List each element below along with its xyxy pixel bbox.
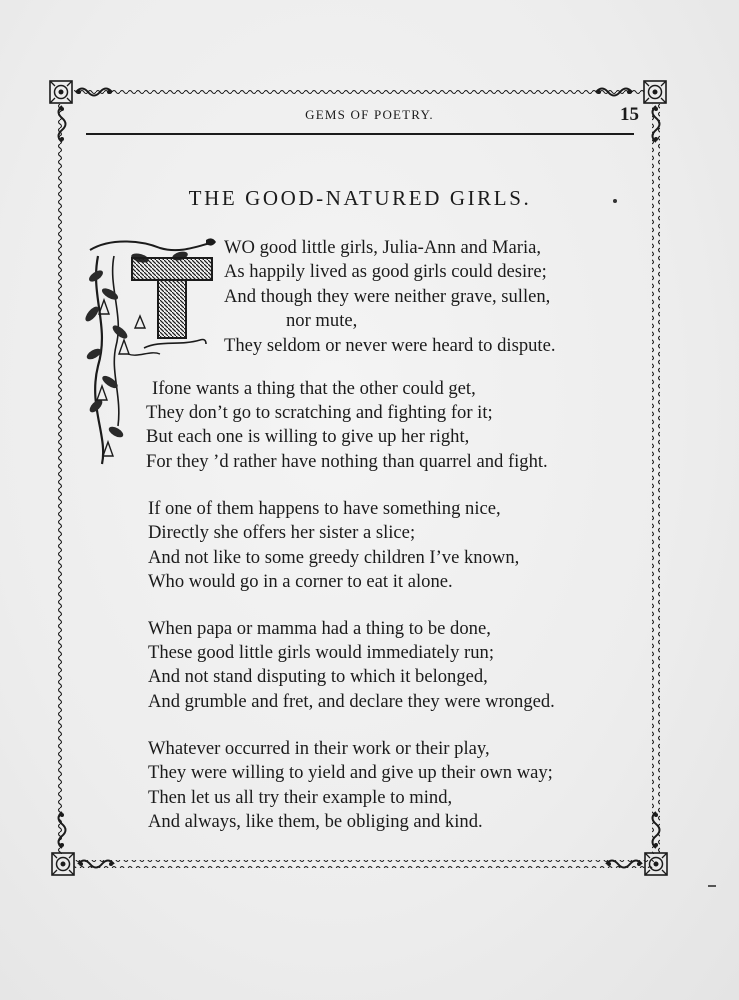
poem-line: And though they were neither grave, sullen, <box>224 286 551 307</box>
poem-line: And always, like them, be obliging and kind. <box>148 811 483 832</box>
poem-line: But each one is willing to give up her right, <box>146 426 470 447</box>
page-number: 15 <box>620 104 639 125</box>
poem-line: And grumble and fret, and declare they were wronged. <box>148 691 555 712</box>
poem-line: Directly she offers her sister a slice; <box>148 522 416 543</box>
poem-line: Whatever occurred in their work or their play, <box>148 738 490 759</box>
running-head-title: GEMS OF POETRY. <box>305 107 434 122</box>
poem-line: These good little girls would immediately run; <box>148 642 494 663</box>
poem-line: When papa or mamma had a thing to be done, <box>148 618 491 639</box>
poem-line: And not stand disputing to which it belonged, <box>148 666 488 687</box>
poem-title: THE GOOD-NATURED GIRLS. <box>188 186 532 210</box>
poem-line: WO good little girls, Julia-Ann and Maria, <box>224 237 542 258</box>
poem-line: They were willing to yield and give up their own way; <box>148 762 553 783</box>
poem-line: As happily lived as good girls could desire; <box>224 261 547 282</box>
poem-line: They don’t go to scratching and fighting for it; <box>146 402 493 423</box>
poem-line: They seldom or never were heard to dispute. <box>224 335 556 356</box>
stray-dot <box>613 199 617 203</box>
poem-line: Then let us all try their example to mind, <box>148 787 453 808</box>
poem-line: Who would go in a corner to eat it alone. <box>148 571 453 592</box>
poem-line: For they ’d rather have nothing than quarrel and fight. <box>146 451 548 472</box>
poem-line: nor mute, <box>286 310 358 331</box>
header-rule <box>86 133 634 135</box>
poem-line: If one of them happens to have something nice, <box>148 498 501 519</box>
poem-line: And not like to some greedy children I’ve known, <box>148 547 520 568</box>
poem-line: Ifone wants a thing that the other could get, <box>152 378 476 399</box>
